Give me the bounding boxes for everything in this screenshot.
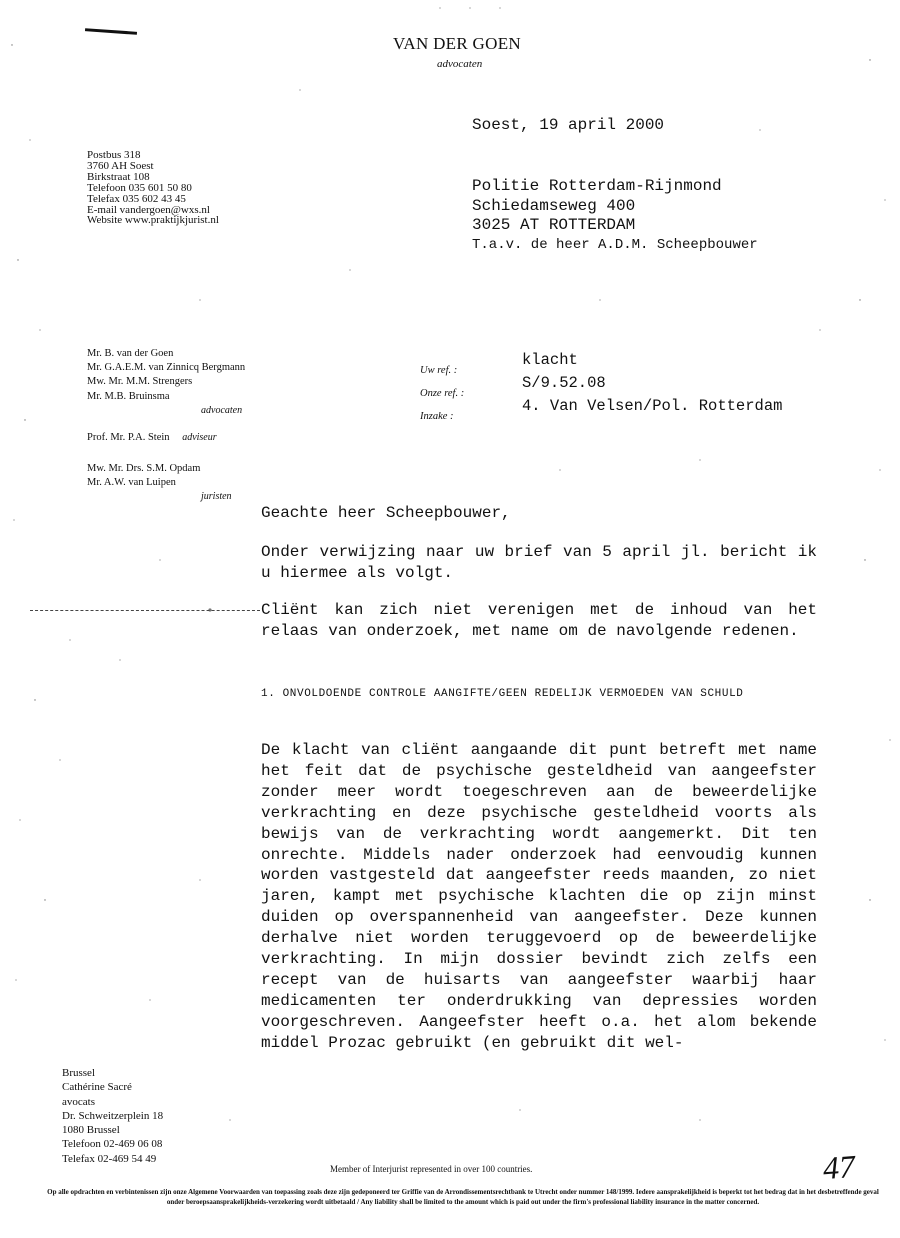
brussel-postcode: 1080 Brussel [62,1124,120,1137]
recipient-line2: Schiedamseweg 400 [472,196,636,215]
body-paragraph-2: Cliënt kan zich niet verenigen met de inhoud van het relaas van onderzoek, met name om de navolgende redenen. [261,601,817,640]
partners-list [87,347,245,418]
contact-block [87,150,219,226]
contact-street: Birkstraat 108 [87,170,150,183]
juristen-list [87,462,232,505]
pen-mark [85,28,137,35]
recipient-line3: 3025 AT ROTTERDAM [472,216,636,234]
jurist-name: Mr. A.W. van Luipen [87,477,176,489]
onze-ref-label: Onze ref. : [420,388,465,399]
firm-subtitle: advocaten [437,58,483,70]
contact-postcode: 3760 AH Soest [87,159,154,172]
section-heading: 1. ONVOLDOENDE CONTROLE AANGIFTE/GEEN REDELIJK VERMOEDEN VAN SCHULD [261,688,744,700]
footer-disclaimer: Op alle opdrachten en verbintenissen zijn onze Algemene Voorwaarden van toepassing zoals deze zijn gedeponeerd ter Griffie van de Arrondissementsrechtbank te Utrecht onder nummer 148/1999. Iedere aansprakelijkheid is beperkt tot het bedrag dat in het desbetreffende geval onder beroepsaansprakelijkheids-verzekering wordt uitbetaald / Any liability shall be limited to the amount which is paid out under the firm's professional liability insurance in the matter concerned. [47,1188,879,1206]
contact-fax: Telefax 035 602 43 45 [87,192,186,205]
advisor-line [87,432,217,443]
handwritten-page-number: 47 [821,1147,857,1187]
body-paragraph-1: Onder verwijzing naar uw brief van 5 april jl. bericht ik u hiermee als volgt. [261,543,817,582]
recipient-address [472,177,758,255]
inzake-value: 4. Van Velsen/Pol. Rotterdam [522,397,783,415]
recipient-line1: Politie Rotterdam-Rijnmond [472,177,722,195]
uw-ref-label: Uw ref. : [420,365,458,376]
brussel-street: Dr. Schweitzerplein 18 [62,1109,164,1122]
reference-labels [420,359,464,428]
brussel-office [62,1066,163,1166]
partner-name: Mr. G.A.E.M. van Zinnicq Bergmann [87,362,246,374]
reference-values [522,349,782,418]
advisor-name: Prof. Mr. P.A. Stein [87,432,170,443]
jurist-name: Mw. Mr. Drs. S.M. Opdam [87,463,201,474]
member-statement: Member of Interjurist represented in over 100 countries. [330,1164,533,1174]
partner-name: Mr. B. van der Goen [87,348,174,359]
brussel-name: Cathérine Sacré [62,1081,132,1094]
body-paragraph-3: De klacht van cliënt aangaande dit punt betreft met name het feit dat de psychische gesteldheid van aangeefster zonder meer wordt toegeschreven aan de beweerdelijke verkrachting en deze psychische gesteldheid voorts als bewijs van de verkrachting wordt aangemerkt. Dit ten onrechte. Middels nader onderzoek had eenvoudig kunnen worden vastgesteld dat aangeefster reeds maanden, zo niet jaren, kampt met psychische klachten die op zijn minst duiden op overspannenheid van aangeefster. Deze kunnen derhalve niet worden teruggevoerd op de beweerdelijke verkrachting. In mijn dossier bevindt zich zelfs een recept van de huisarts van aangeefster waarbij haar medicamenten ter onderdrukking van depressies worden voorgeschreven. Aangeefster heeft o.a. het alom bekende middel Prozac gebruikt (en gebruikt dit wel- [261,741,817,1052]
contact-po-box: Postbus 318 [87,149,141,161]
brussel-fax: Telefax 02-469 54 49 [62,1152,157,1165]
advisor-role: adviseur [182,432,217,443]
uw-ref-value: klacht [522,351,578,369]
contact-email: E-mail vandergoen@wxs.nl [87,203,210,216]
letter-date: Soest, 19 april 2000 [472,116,665,134]
contact-website: Website www.praktijkjurist.nl [87,214,219,227]
onze-ref-value: S/9.52.08 [522,374,606,392]
brussel-city: Brussel [62,1067,95,1079]
scan-dash-artifact [30,610,260,611]
brussel-role: avocats [62,1095,95,1108]
brussel-phone: Telefoon 02-469 06 08 [62,1138,163,1151]
partners-role: advocaten [201,404,243,416]
partner-name: Mr. M.B. Bruinsma [87,390,170,402]
recipient-attention: T.a.v. de heer A.D.M. Scheepbouwer [472,236,758,253]
salutation: Geachte heer Scheepbouwer, [261,504,511,522]
firm-name: VAN DER GOEN [393,34,521,53]
contact-phone: Telefoon 035 601 50 80 [87,181,192,194]
juristen-role: juristen [201,491,232,503]
partner-name: Mw. Mr. M.M. Strengers [87,376,193,388]
inzake-label: Inzake : [420,411,454,422]
